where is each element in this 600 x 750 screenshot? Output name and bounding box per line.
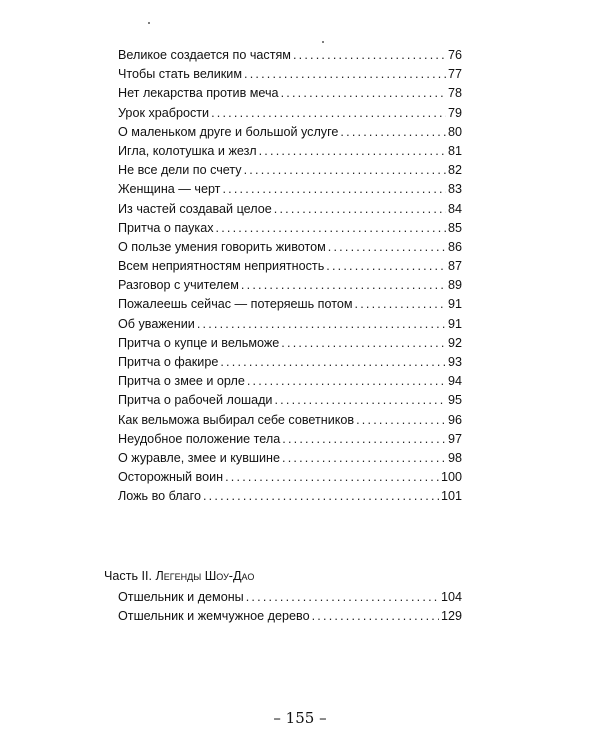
toc-entry	[118, 123, 462, 142]
toc-entry	[118, 430, 462, 449]
toc-entry	[118, 161, 462, 180]
toc-dot-leader	[247, 372, 446, 391]
toc-entry-title: О маленьком друге и большой услуге	[118, 124, 339, 139]
toc-entry-title: О пользе умения говорить животом	[118, 239, 326, 254]
toc-dot-leader	[220, 353, 446, 372]
toc-dot-leader	[274, 200, 446, 219]
toc-entry-title: Притча о купце и вельможе	[118, 335, 280, 350]
toc-entry	[118, 353, 462, 372]
toc-entry-title: Притча о факире	[118, 355, 219, 369]
toc-entry	[118, 276, 462, 295]
toc-dot-leader	[222, 180, 446, 199]
toc-entry	[118, 200, 462, 219]
toc-entry-page: 91	[447, 297, 462, 312]
toc-main-list	[118, 46, 462, 507]
toc-entry-page: 78	[447, 86, 462, 101]
toc-dot-leader	[312, 607, 439, 626]
toc-entry-title: Всем неприятностям неприятность	[118, 259, 325, 274]
toc-entry	[118, 334, 462, 353]
toc-entry-title: О журавле, змее и кувшине	[118, 450, 280, 465]
toc-entry	[118, 391, 462, 410]
toc-dot-leader	[281, 334, 446, 353]
toc-entry-title: Чтобы стать великим	[118, 67, 242, 82]
toc-dot-leader	[259, 142, 446, 161]
toc-entry-page: 98	[447, 450, 462, 465]
toc-entry-title: Притча о змее и орле	[118, 374, 245, 389]
scan-speck	[322, 41, 324, 43]
toc-entry-title: Игла, колотушка и жезл	[118, 143, 257, 158]
toc-entry-page: 94	[447, 374, 462, 389]
toc-dot-leader	[246, 588, 439, 607]
toc-dot-leader	[293, 46, 446, 65]
toc-entry-page: 91	[447, 316, 462, 331]
toc-entry	[118, 607, 462, 626]
toc-entry-title: Урок храбрости	[118, 105, 210, 120]
toc-dot-leader	[282, 430, 446, 449]
toc-part2-list	[118, 588, 462, 626]
toc-entry-title: Не все дели по счету	[118, 163, 242, 178]
toc-entry-title: Притча о рабочей лошади	[118, 393, 273, 408]
toc-entry-title: Из частей создавай целое	[118, 201, 272, 216]
toc-entry-page: 89	[447, 278, 462, 293]
toc-entry-page: 97	[447, 431, 462, 446]
toc-dot-leader	[281, 84, 446, 103]
toc-entry-title: Великое создается по частям	[118, 48, 291, 62]
toc-entry-page: 84	[447, 201, 462, 216]
toc-dot-leader	[326, 257, 446, 276]
toc-dot-leader	[356, 411, 446, 430]
toc-entry-title: Пожалеешь сейчас — потеряешь потом	[118, 297, 353, 312]
toc-entry-title: Как вельможа выбирал себе советников	[118, 412, 355, 427]
toc-entry	[118, 411, 462, 430]
toc-entry	[118, 46, 462, 65]
toc-entry-page: 104	[440, 590, 462, 604]
toc-entry-page: 100	[440, 470, 462, 485]
part-title: Легенды Шоу-Дао	[155, 569, 255, 583]
toc-entry-page: 95	[447, 393, 462, 408]
toc-entry	[118, 180, 462, 199]
toc-entry	[118, 65, 462, 84]
toc-entry	[118, 588, 462, 607]
toc-entry	[118, 372, 462, 391]
toc-dot-leader	[355, 295, 446, 314]
toc-entry-title: Разговор с учителем	[118, 278, 239, 293]
toc-entry	[118, 219, 462, 238]
toc-dot-leader	[211, 104, 446, 123]
toc-entry	[118, 84, 462, 103]
toc-entry-title: Ложь во благо	[118, 489, 201, 504]
toc-entry-page: 76	[447, 48, 462, 62]
toc-dot-leader	[328, 238, 446, 257]
toc-dot-leader	[282, 449, 446, 468]
toc-entry-title: Отшельник и демоны	[118, 590, 244, 604]
toc-entry	[118, 142, 462, 161]
toc-entry-title: Нет лекарства против меча	[118, 86, 279, 101]
toc-entry-page: 87	[447, 259, 462, 274]
part-heading	[104, 567, 254, 586]
toc-entry-page: 96	[447, 412, 462, 427]
toc-entry-page: 80	[447, 124, 462, 139]
toc-dot-leader	[244, 161, 446, 180]
toc-entry-page: 86	[447, 239, 462, 254]
toc-entry-page: 82	[447, 163, 462, 178]
toc-entry	[118, 295, 462, 314]
toc-dot-leader	[244, 65, 446, 84]
toc-dot-leader	[274, 391, 446, 410]
toc-entry-page: 85	[447, 220, 462, 235]
page-number: – 155 –	[273, 709, 327, 727]
toc-dot-leader	[203, 487, 439, 506]
scan-speck	[148, 22, 150, 24]
toc-entry	[118, 487, 462, 506]
toc-entry	[118, 238, 462, 257]
toc-dot-leader	[216, 219, 446, 238]
toc-entry	[118, 449, 462, 468]
toc-entry-page: 83	[447, 182, 462, 197]
toc-entry	[118, 104, 462, 123]
toc-entry-title: Об уважении	[118, 316, 195, 331]
toc-dot-leader	[197, 315, 446, 334]
toc-entry-page: 93	[447, 355, 462, 369]
toc-entry-title: Осторожный воин	[118, 470, 224, 485]
toc-entry-page: 79	[447, 105, 462, 120]
toc-entry-title: Отшельник и жемчужное дерево	[118, 609, 310, 624]
toc-entry	[118, 315, 462, 334]
toc-entry-page: 101	[440, 489, 462, 504]
toc-dot-leader	[241, 276, 446, 295]
toc-dot-leader	[225, 468, 439, 487]
toc-entry-page: 92	[447, 335, 462, 350]
toc-entry-title: Женщина — черт	[118, 182, 221, 197]
toc-entry-page: 81	[447, 143, 462, 158]
toc-dot-leader	[340, 123, 446, 142]
toc-entry-title: Притча о пауках	[118, 220, 214, 235]
toc-entry-page: 77	[447, 67, 462, 82]
part-label: Часть II.	[104, 569, 153, 583]
toc-entry	[118, 257, 462, 276]
toc-entry-page: 129	[440, 609, 462, 624]
toc-entry-title: Неудобное положение тела	[118, 431, 281, 446]
toc-entry	[118, 468, 462, 487]
